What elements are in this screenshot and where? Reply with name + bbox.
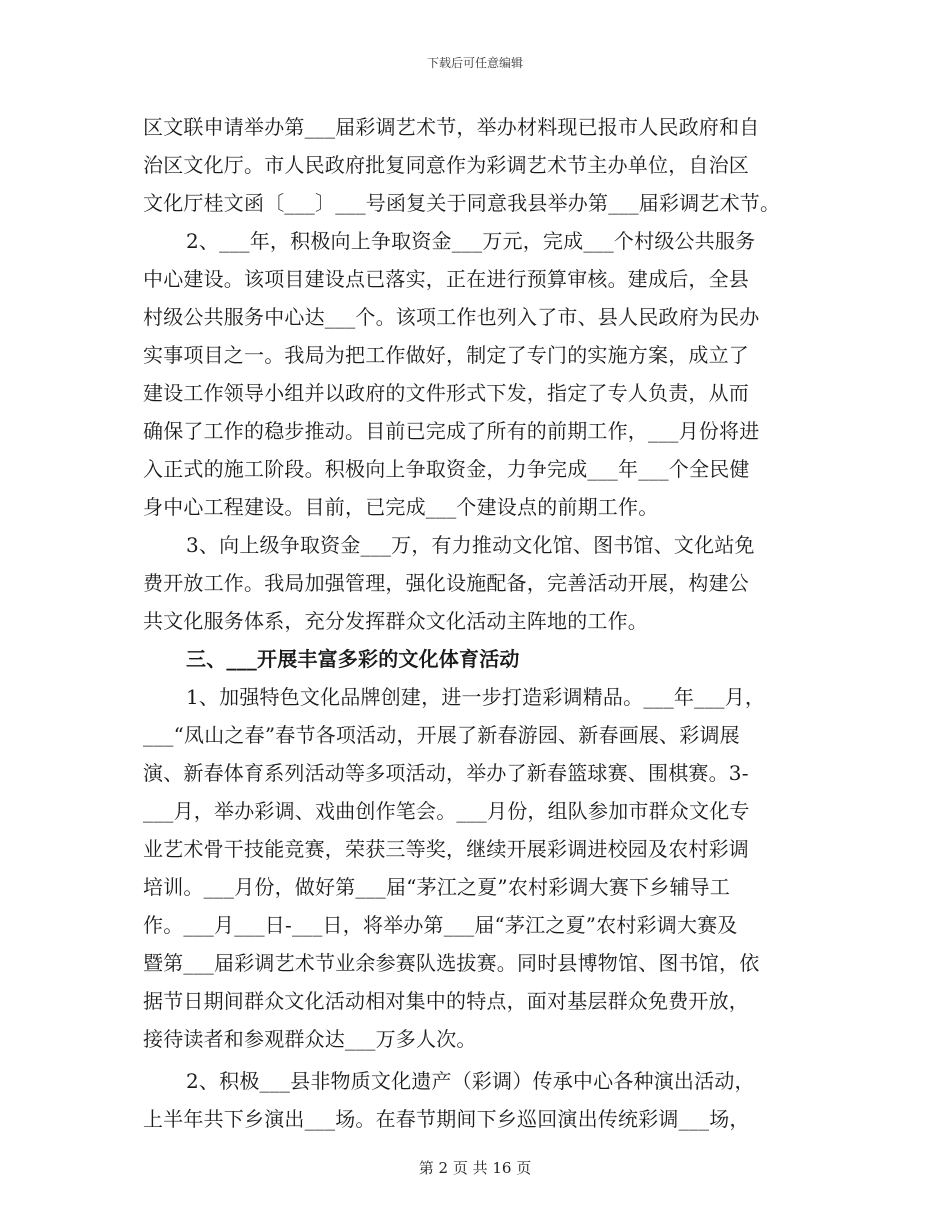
text-line: 演、新春体育系列活动等多项活动，举办了新春篮球赛、围棋赛。3- bbox=[143, 761, 749, 785]
document-body bbox=[143, 108, 823, 1138]
text-line: 身中心工程建设。目前，已完成___个建设点的前期工作。 bbox=[143, 495, 659, 519]
text-line: 业艺术骨干技能竞赛，荣获三等奖，继续开展彩调进校园及农村彩调 bbox=[143, 837, 749, 861]
text-line: 培训。___月份，做好第___届“茅江之夏”农村彩调大赛下乡辅导工 bbox=[143, 875, 731, 899]
text-line: 入正式的施工阶段。积极向上争取资金，力争完成___年___个全民健 bbox=[143, 457, 750, 481]
text-line: 治区文化厅。市人民政府批复同意作为彩调艺术节主办单位，自治区 bbox=[143, 153, 749, 177]
text-line: 暨第___届彩调艺术节业余参赛队选拔赛。同时县博物馆、图书馆，依 bbox=[143, 951, 760, 975]
text-line: 1、加强特色文化品牌创建，进一步打造彩调精品。___年___月， bbox=[186, 685, 766, 709]
page-header: 下载后可任意编辑 bbox=[426, 56, 523, 70]
text-line: 作。___月___日-___日，将举办第___届“茅江之夏”农村彩调大赛及 bbox=[143, 913, 738, 937]
text-line: 上半年共下乡演出___场。在春节期间下乡巡回演出传统彩调___场， bbox=[143, 1107, 750, 1131]
text-line: ___“凤山之春”春节各项活动，开展了新春游园、新春画展、彩调展 bbox=[143, 723, 740, 747]
text-line: 据节日期间群众文化活动相对集中的特点，面对基层群众免费开放， bbox=[143, 989, 749, 1013]
section-heading: 三、___开展丰富多彩的文化体育活动 bbox=[186, 647, 520, 671]
text-line: 费开放工作。我局加强管理，强化设施配备，完善活动开展，构建公 bbox=[143, 571, 749, 595]
text-line: 村级公共服务中心达___个。该项工作也列入了市、县人民政府为民办 bbox=[143, 305, 760, 329]
text-line: 2、___年，积极向上争取资金___万元，完成___个村级公共服务 bbox=[186, 229, 756, 253]
text-line: 接待读者和参观群众达___万多人次。 bbox=[143, 1027, 477, 1051]
text-line: 实事项目之一。我局为把工作做好，制定了专门的实施方案，成立了 bbox=[143, 343, 749, 367]
page-footer: 第 2 页 共 16 页 bbox=[418, 1159, 532, 1177]
text-line: 3、向上级争取资金___万，有力推动文化馆、图书馆、文化站免 bbox=[186, 533, 755, 557]
text-line: 2、积极___县非物质文化遗产（彩调）传承中心各种演出活动， bbox=[186, 1069, 755, 1093]
text-line: 区文联申请举办第___届彩调艺术节，举办材料现已报市人民政府和自 bbox=[143, 115, 760, 139]
text-line: 文化厅桂文函〔___〕___号函复关于同意我县举办第___届彩调艺术节。 bbox=[143, 191, 781, 215]
text-line: 确保了工作的稳步推动。目前已完成了所有的前期工作，___月份将进 bbox=[143, 419, 760, 443]
text-line: 中心建设。该项目建设点已落实，正在进行预算审核。建成后，全县 bbox=[143, 267, 749, 291]
text-line: ___月，举办彩调、戏曲创作笔会。___月份，组队参加市群众文化专 bbox=[143, 799, 750, 823]
text-line: 建设工作领导小组并以政府的文件形式下发，指定了专人负责，从而 bbox=[143, 381, 749, 405]
text-line: 共文化服务体系，充分发挥群众文化活动主阵地的工作。 bbox=[143, 609, 648, 633]
